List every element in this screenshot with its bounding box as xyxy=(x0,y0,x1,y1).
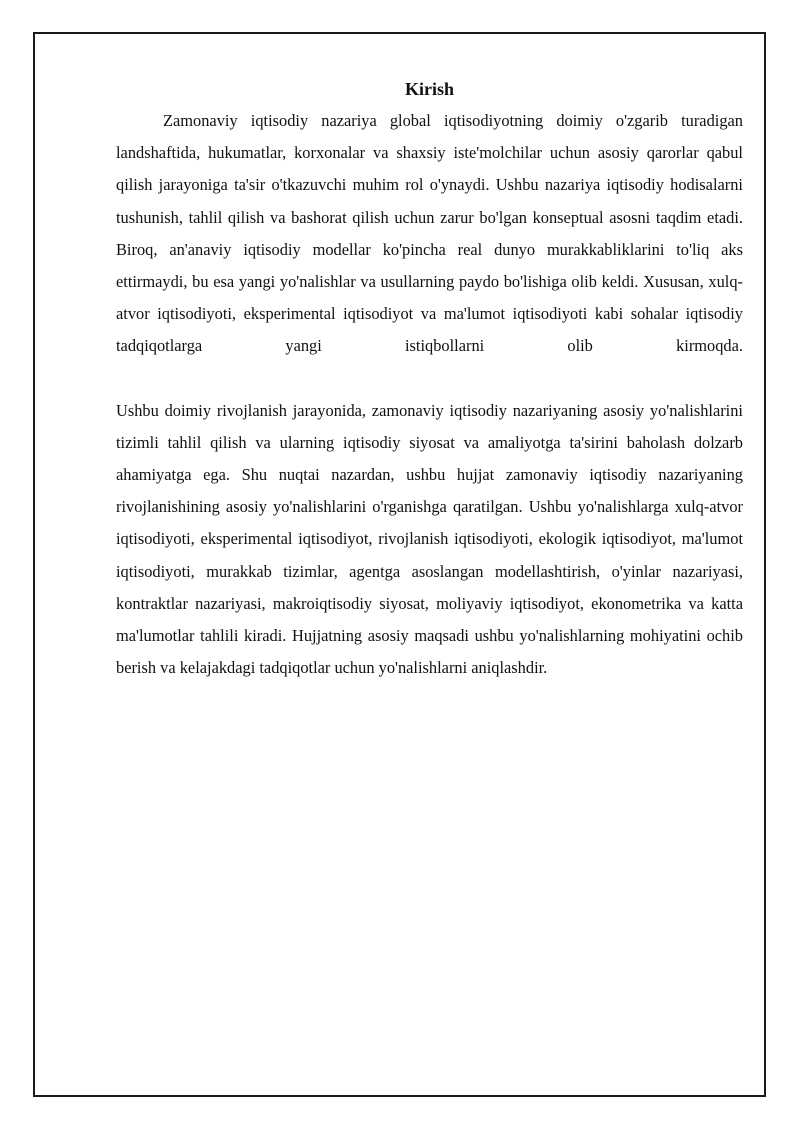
paragraph-directions: Ushbu doimiy rivojlanish jarayonida, zamonaviy iqtisodiy nazariyaning asosiy yo'nalishlarini tizimli tahlil qilish va ularning iqtisodiy siyosat va amaliyotga ta'sirini baholash dolzarb ahamiyatga ega. Shu nuqtai nazardan, ushbu hujjat zamonaviy iqtisodiy nazariyaning rivojlanishining asosiy yo'nalishlarini o'rganishga qaratilgan. Ushbu yo'nalishlarga xulq-atvor iqtisodiyoti, eksperimental iqtisodiyot, rivojlanish iqtisodiyoti, ekologik iqtisodiyot, ma'lumot iqtisodiyoti, murakkab tizimlar, agentga asoslangan modellashtirish, o'yinlar nazariyasi, kontraktlar nazariyasi, makroiqtisodiy siyosat, moliyaviy iqtisodiyot, ekonometrika va katta ma'lumotlar tahlili kiradi. Hujjatning asosiy maqsadi ushbu yo'nalishlarning mohiyatini ochib berish va kelajakdagi tadqiqotlar uchun yo'nalishlarni aniqlashdir. xyxy=(116,400,743,678)
document-body xyxy=(116,74,743,684)
paragraph-intro: Zamonaviy iqtisodiy nazariya global iqtisodiyotning doimiy o'zgarib turadigan landshaftida, hukumatlar, korxonalar va shaxsiy iste'molchilar uchun asosiy qarorlar qabul qilish jarayoniga ta'sir o'tkazuvchi muhim rol o'ynaydi. Ushbu nazariya iqtisodiy hodisalarni tushunish, tahlil qilish va bashorat qilish uchun zarur bo'lgan konseptual asosni taqdim etadi. Biroq, an'anaviy iqtisodiy modellar ko'pincha real dunyo murakkabliklarini to'liq aks ettirmaydi, bu esa yangi yo'nalishlar va usullarning paydo bo'lishiga olib keldi. Xususan, xulq-atvor iqtisodiyoti, eksperimental iqtisodiyot va ma'lumot iqtisodiyoti kabi sohalar iqtisodiy tadqiqotlarga yangi istiqbollarni olib kirmoqda. xyxy=(116,111,743,356)
page-title: Kirish xyxy=(404,79,454,99)
